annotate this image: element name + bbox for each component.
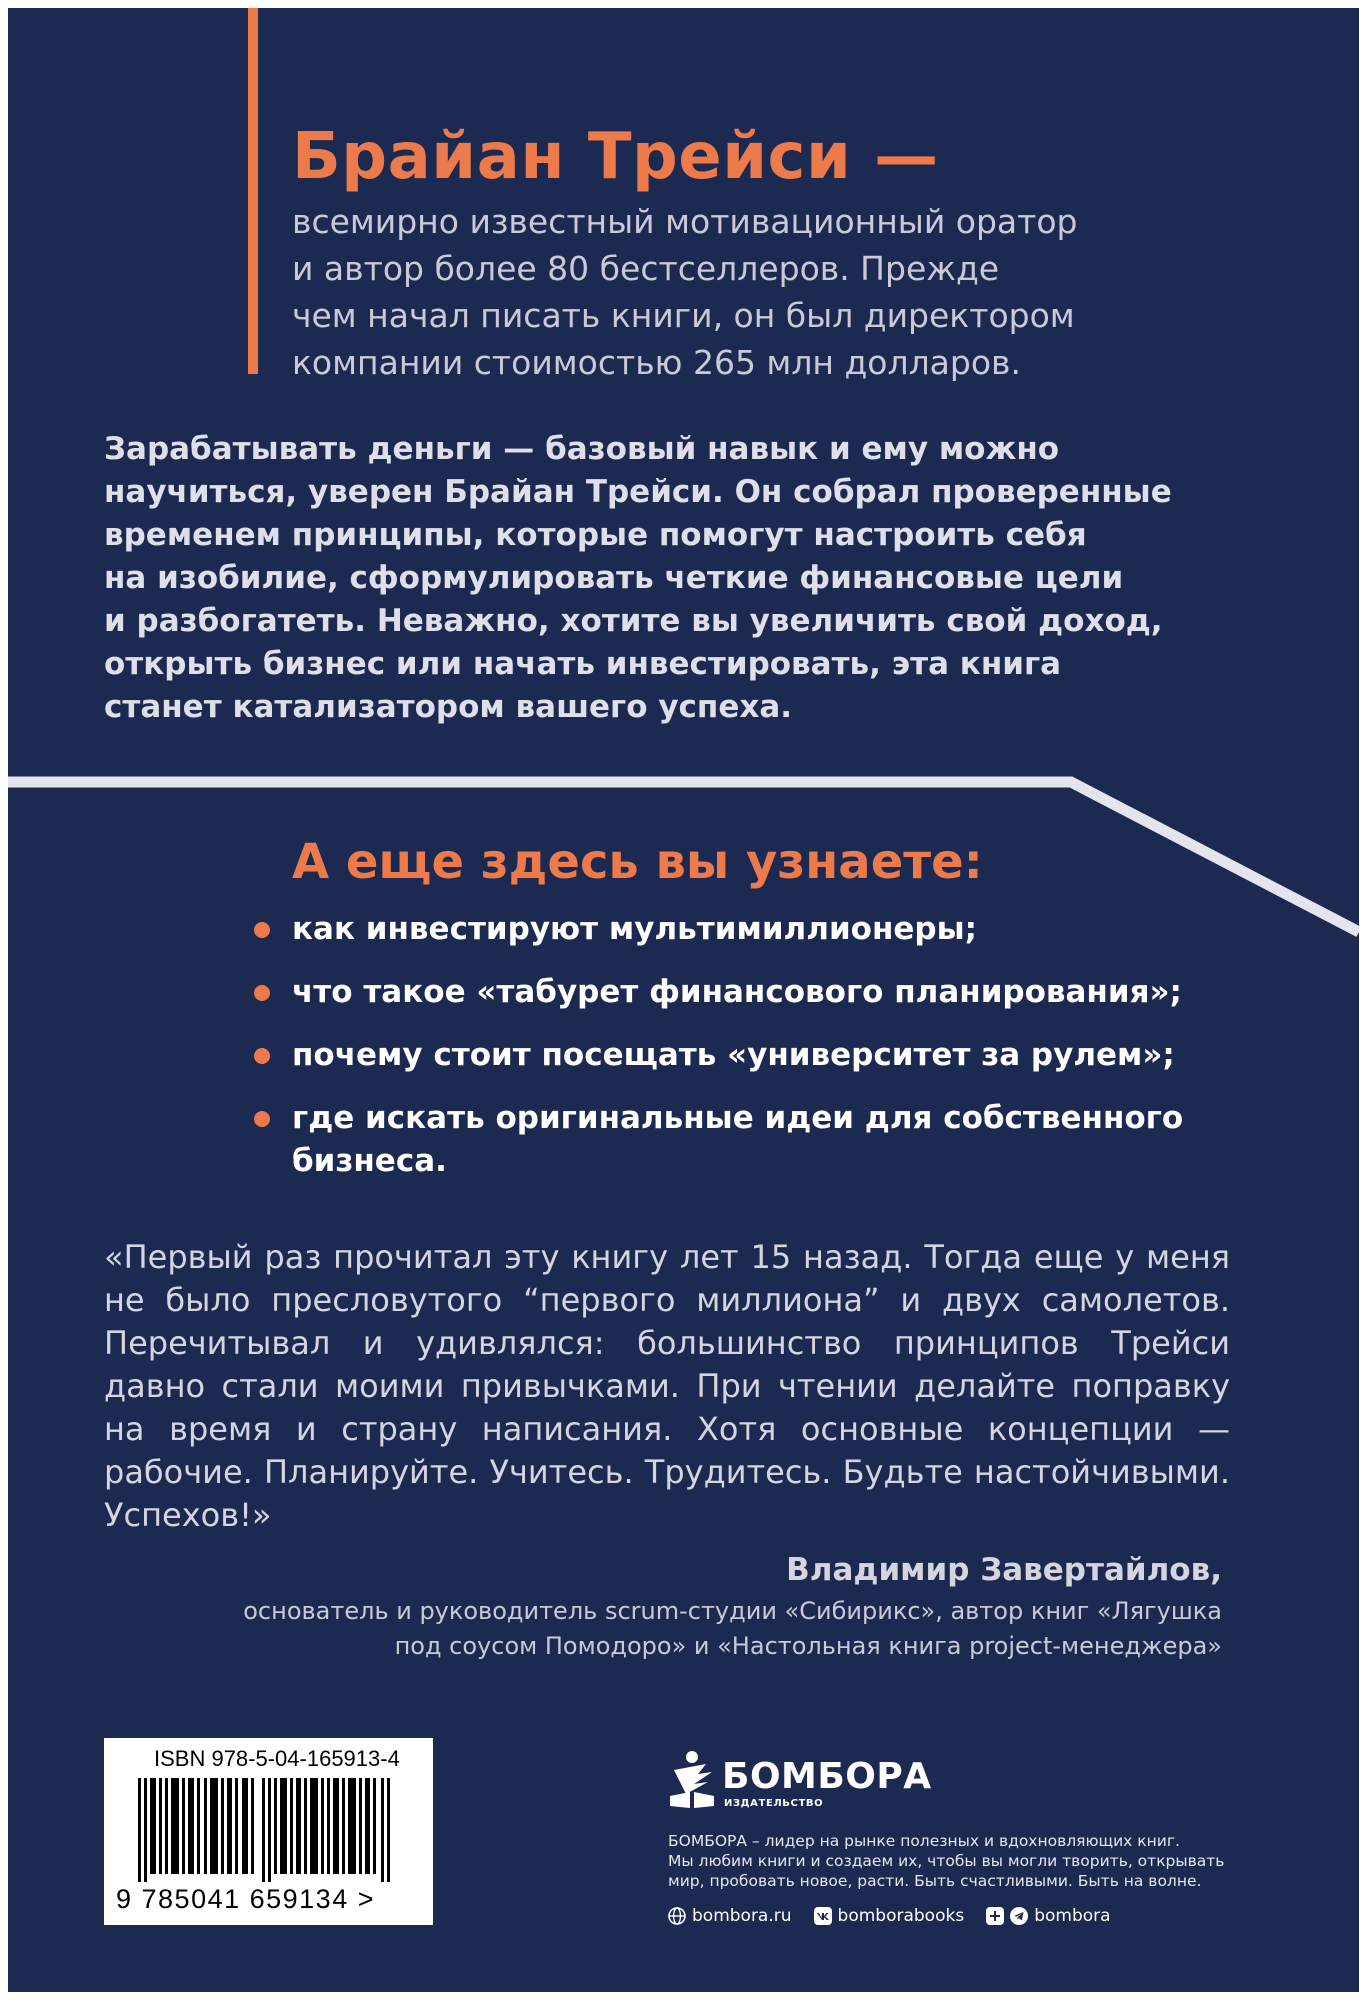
author-bio-line: компании стоимостью 265 млн долларов. [292, 343, 1021, 382]
social-label: bombora.ru [692, 1906, 792, 1926]
tagline-line: БОМБОРА – лидер на рынке полезных и вдохновляющих книг. [668, 1832, 1180, 1850]
testimonial-quote [104, 1236, 1230, 1537]
quote-line: на время и страну написания. Хотя основные концепции — [104, 1410, 1230, 1448]
author-heading [292, 120, 939, 194]
learn-list [248, 908, 1183, 1203]
quote-line: давно стали моими привычками. При чтении делайте поправку [104, 1367, 1230, 1405]
bombora-logo-icon [668, 1750, 718, 1810]
learn-list-item: где искать оригинальные идеи для собственного бизнеса. [248, 1097, 1183, 1183]
description-line: на изобилие, сформулировать четкие финансовые цели [104, 560, 1124, 596]
plus-icon [986, 1907, 1004, 1925]
description-line: научиться, уверен Брайан Трейси. Он собрал проверенные [104, 474, 1172, 510]
quote-author: Владимир Завертайлов, [786, 1552, 1222, 1588]
quote-role-line: основатель и руководитель scrum-студии «Сибирикс», автор книг «Лягушка [243, 1597, 1222, 1625]
description-line: Зарабатывать деньги — базовый навык и ему можно [104, 431, 1060, 467]
description-line: и разбогатеть. Неважно, хотите вы увеличить свой доход, [104, 603, 1163, 639]
author-name: Брайан Трейси [292, 120, 852, 194]
tagline-line: мир, пробовать новое, расти. Быть счастливыми. Быть на волне. [668, 1872, 1202, 1890]
globe-icon [668, 1907, 686, 1925]
social-label: bombora [1034, 1906, 1111, 1926]
social-label: bomborabooks [837, 1906, 965, 1926]
quote-line: Перечитывал и удивлялся: большинство принципов Трейси [104, 1324, 1230, 1362]
tagline-line: Мы любим книги и создаем их, чтобы вы могли творить, открывать [668, 1852, 1225, 1870]
quote-line: не было пресловутого “первого миллиона” и двух самолетов. [104, 1281, 1230, 1319]
social-link-vk[interactable] [814, 1906, 965, 1926]
vk-icon [814, 1907, 832, 1925]
author-bio-line: и автор более 80 бестселлеров. Прежде [292, 249, 1000, 288]
publisher-subtitle: ИЗДАТЕЛЬСТВО [724, 1798, 824, 1809]
publisher-name: БОМБОРА [722, 1756, 932, 1797]
barcode-icon [138, 1778, 400, 1882]
quote-line: «Первый раз прочитал эту книгу лет 15 назад. Тогда еще у меня [104, 1238, 1230, 1276]
description-line: открыть бизнес или начать инвестировать, эта книга [104, 646, 1062, 682]
description-line: временем принципы, которые помогут настроить себя [104, 517, 1087, 553]
quote-line: рабочие. Планируйте. Учитесь. Трудитесь. Будьте настойчивыми. [104, 1453, 1230, 1491]
bullet-dot-icon [254, 985, 270, 1001]
accent-bar [248, 8, 258, 374]
learn-list-item: что такое «табурет финансового планирования»; [248, 971, 1183, 1014]
social-link-site[interactable] [668, 1906, 792, 1926]
author-bio-line: всемирно известный мотивационный оратор [292, 202, 1078, 241]
bullet-dot-icon [254, 922, 270, 938]
book-back-cover [8, 8, 1359, 1992]
author-bio-line: чем начал писать книги, он был директором [292, 296, 1075, 335]
isbn-label: ISBN 978-5-04-165913-4 [154, 1746, 400, 1771]
quote-line: Успехов!» [104, 1496, 272, 1534]
author-bio [292, 198, 1292, 386]
quote-author-role [243, 1594, 1222, 1664]
bullet-dot-icon [254, 1048, 270, 1064]
learn-list-item: почему стоит посещать «университет за рулем»; [248, 1034, 1183, 1077]
learn-list-item: как инвестируют мультимиллионеры; [248, 908, 1183, 951]
barcode-block [104, 1738, 433, 1925]
book-description [104, 428, 1172, 729]
learn-heading: А еще здесь вы узнаете: [292, 834, 983, 890]
telegram-icon [1010, 1907, 1028, 1925]
bullet-dot-icon [254, 1111, 270, 1127]
author-dash: — [874, 120, 939, 194]
description-line: станет катализатором вашего успеха. [104, 689, 793, 725]
ean-digits: 9 785041 659134 > [116, 1884, 375, 1914]
publisher-socials [668, 1906, 1133, 1926]
social-link-telegram[interactable] [986, 1906, 1110, 1926]
publisher-tagline [668, 1831, 1224, 1891]
quote-role-line: под соусом Помодоро» и «Настольная книга project-менеджера» [394, 1632, 1222, 1660]
